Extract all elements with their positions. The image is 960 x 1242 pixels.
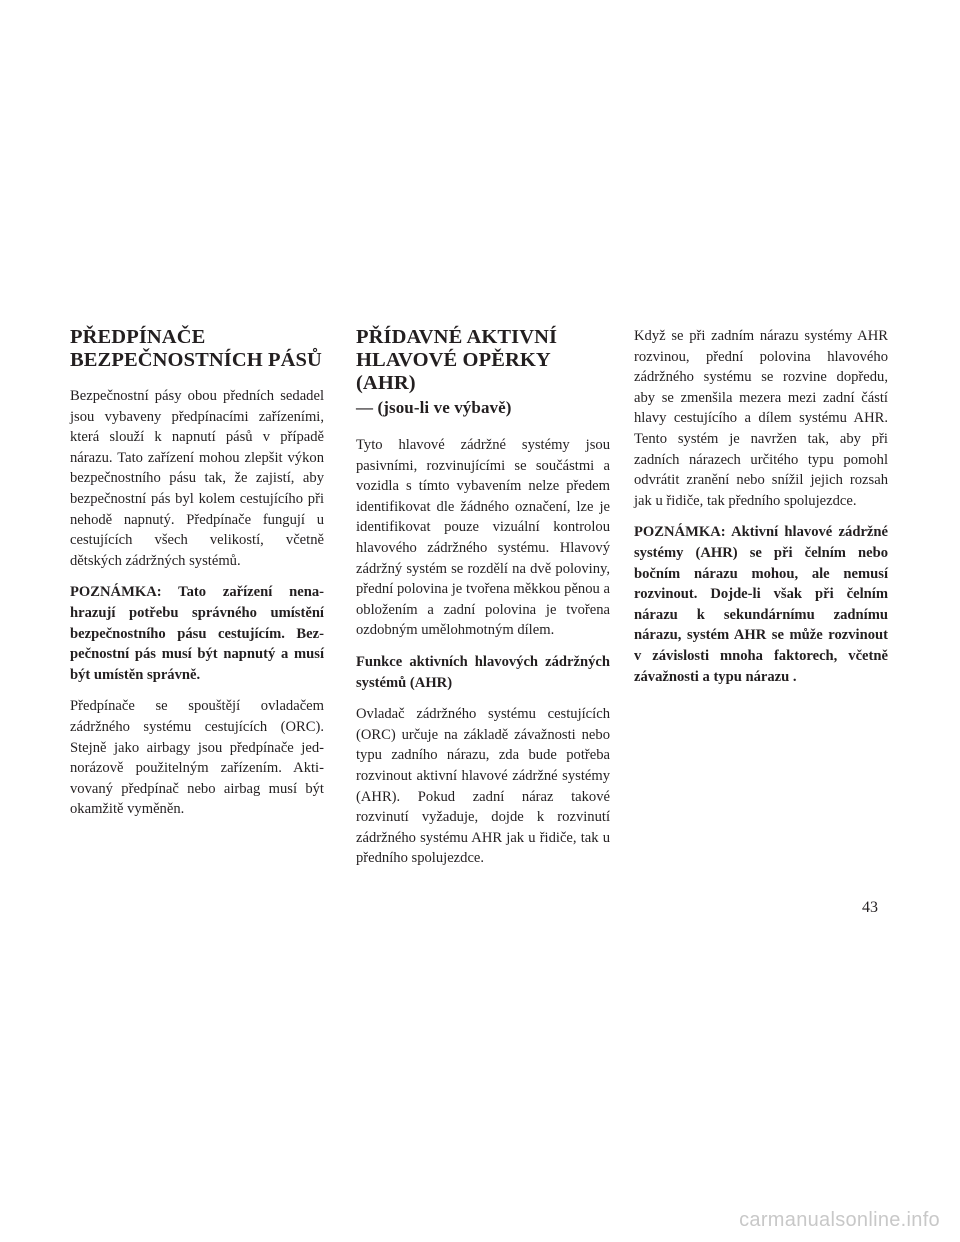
section-heading-ahr <box>356 326 610 421</box>
page-number: 43 <box>862 899 878 916</box>
section-heading-pretensioners <box>70 326 324 372</box>
paragraph: Ovladač zádržného systému cestujících (ORC) určuje na základě závažnosti nebo typu zadního nárazu, zda bude potřeba rozvinout aktivní hlavové zádržné systémy (AHR). Pokud zadní náraz takové rozvinutí vyžaduje, dojde k rozvinutí zádržného systému AHR jak u řidiče, tak u předního spolujezdce. <box>356 706 610 867</box>
subsection-heading: Funkce aktivních hlavových zádržných systémů (AHR) <box>356 653 610 691</box>
column-right <box>634 326 888 698</box>
paragraph: Když se při zadním nárazu systémy AHR rozvinou, přední polovina hlavového zádržného systému se rozvine dopředu, aby se zmenšila mezera mezi zadní částí hlavy cestujícího a dílem systému AHR. Tento systém je navržen tak, aby při zadních nárazech určitého typu pomohl odvrátit zranění nebo snížil jejich rozsah jak u řidiče, tak předního spolujezdce. <box>634 328 888 509</box>
heading-line: PŘEDPÍNAČE <box>70 326 206 348</box>
paragraph: Bezpečnostní pásy obou předních sedadel jsou vybaveny předpínacími zařízeními, která slouží k napnutí pásů v případě nárazu. Tato zařízení mohou zlepšit výkon bezpečnostního pásu tak, že zajistí, aby bezpečnostní pás byl kolem cestujícího při nehodě napnutý. Předpínače fungují u cestujících všech velikostí, včetně dětských zádržných systémů. <box>70 388 324 569</box>
heading-line: HLAVOVÉ OPĚRKY (AHR) <box>356 349 551 394</box>
paragraph: Předpínače se spouštějí ovladačem zádržného systému cestujících (ORC). Stejně jako airbagy jsou předpínače jednorázově použitelným zařízením. Aktivovaný předpínač nebo airbag musí být okamžitě vyměněn. <box>70 698 324 818</box>
heading-subtitle: — (jsou-li ve výbavě) <box>356 398 512 417</box>
watermark: carmanualsonline.info <box>739 1209 940 1231</box>
heading-line: BEZPEČNOSTNÍCH PÁSŮ <box>70 349 322 371</box>
column-left <box>70 326 324 831</box>
paragraph: Tyto hlavové zádržné systémy jsou pasivními, rozvinujícími se součástmi a vozidla s tímto vybavením nelze předem identifikovat dle žádného označení, lze je identifikovat pouze vizuální kontrolou hlavového zádržného systému. Hlavový zádržný systém se rozdělí na dvě poloviny, přední polovina je tvořena měkkou pěnou a obložením a zadní polovina je tvořena ozdobným umělohmotným dílem. <box>356 437 610 639</box>
column-middle <box>356 326 610 880</box>
note-paragraph: POZNÁMKA: Tato zařízení nenahrazují potřebu správného umístění bezpečnostního pásu cestujícím. Bezpečnostní pás musí být napnutý a musí být umístěn správně. <box>70 584 324 683</box>
note-paragraph: POZNÁMKA: Aktivní hlavové zádržné systémy (AHR) se při čelním nebo bočním nárazu mohou, ale nemusí rozvinout. Dojde-li však při čelním nárazu k sekundárnímu zadnímu nárazu, systém AHR se může rozvinout v závislosti mnoha faktorech, včetně závažnosti a typu nárazu . <box>634 524 888 685</box>
heading-line: PŘÍDAVNÉ AKTIVNÍ <box>356 326 558 348</box>
